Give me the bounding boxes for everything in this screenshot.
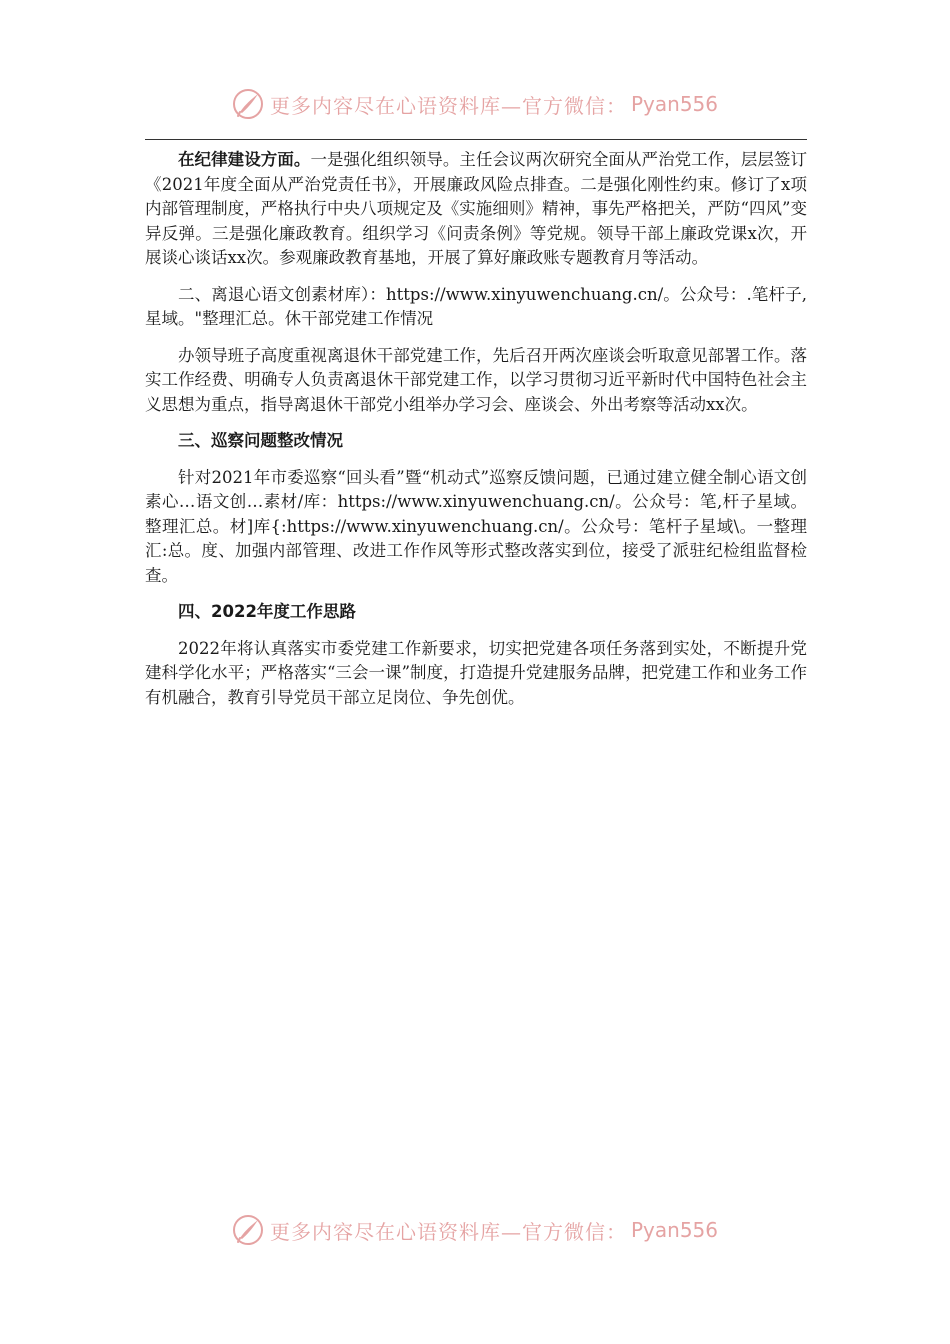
header-wechat-id: Pyan556 bbox=[630, 92, 718, 116]
plan-heading: 四、2022年度工作思路 bbox=[178, 602, 356, 621]
header-divider bbox=[145, 139, 807, 140]
inspection-body-paragraph: 针对2021年市委巡察“回头看”暨“机动式”巡察反馈问题，已通过建立健全制心语文创素心…语文创…素材/库：https://www.xinyuwenchuang.cn/。公众号：笔,杆子星域。整理汇总。材]库{:https://www.xinyuwenchuang.cn/。公众号：笔杆子星域\。一整理汇:总。度、加强内部管理、改进工作作风等形式整改落实到位，接受了派驻纪检组监督检查。 bbox=[145, 467, 807, 585]
discipline-paragraph bbox=[145, 148, 807, 271]
discipline-body: 一是强化组织领导。主任会议两次研究全面从严治党工作，层层签订《2021年度全面从严治党责任书》，开展廉政风险点排查。二是强化刚性约束。修订了x项内部管理制度，严格执行中央八项规定及《实施细则》精神，事先严格把关，严防“四风”变异反弹。三是强化廉政教育。组织学习《问责条例》等党规。领导干部上廉政党课x次，开展谈心谈话xx次。参观廉政教育基地，开展了算好廉政账专题教育月等活动。 bbox=[145, 150, 808, 267]
footer-banner-text: 更多内容尽在心语资料库—官方微信： bbox=[269, 1219, 627, 1244]
retired-body-paragraph: 办领导班子高度重视离退休干部党建工作，先后召开两次座谈会听取意见部署工作。落实工作经费、明确专人负责离退休干部党建工作，以学习贯彻习近平新时代中国特色社会主义思想为重点，指导离退休干部党小组举办学习会、座谈会、外出考察等活动xx次。 bbox=[145, 345, 807, 414]
quill-logo-icon bbox=[232, 88, 264, 120]
footer-wechat-id: Pyan556 bbox=[630, 1218, 718, 1242]
footer-banner bbox=[0, 1210, 950, 1250]
header-banner bbox=[0, 84, 950, 124]
retired-heading-paragraph: 二、离退心语文创素材库）：https://www.xinyuwenchuang.cn/。公众号：.笔杆子,星域。"整理汇总。休干部党建工作情况 bbox=[145, 284, 807, 328]
header-banner-text: 更多内容尽在心语资料库—官方微信： bbox=[269, 93, 627, 118]
plan-body-paragraph: 2022年将认真落实市委党建工作新要求，切实把党建各项任务落到实处，不断提升党建科学化水平；严格落实“三会一课”制度，打造提升党建服务品牌，把党建工作和业务工作有机融合，教育引导党员干部立足岗位、争先创优。 bbox=[145, 638, 807, 707]
discipline-lead: 在纪律建设方面。 bbox=[178, 150, 311, 169]
quill-logo-icon bbox=[232, 1214, 264, 1246]
document-body bbox=[145, 148, 807, 722]
inspection-heading: 三、巡察问题整改情况 bbox=[178, 431, 343, 450]
